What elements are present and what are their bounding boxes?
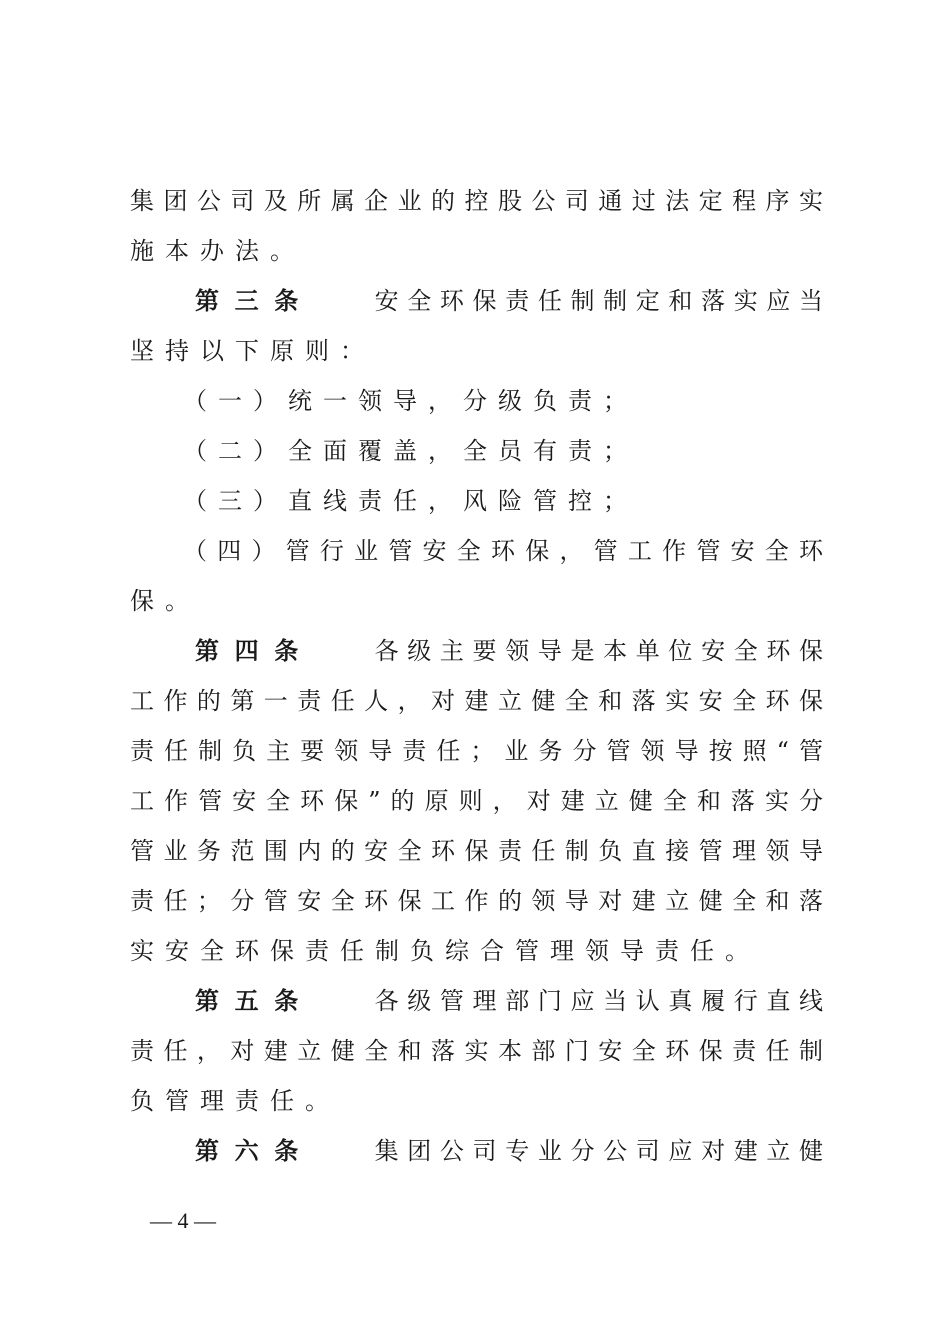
text-line: 保。 [130, 587, 200, 615]
text-span: 安全环保责任制制定和落实应当 [365, 287, 824, 315]
text-span: 集团公司专业分公司应对建立健 [365, 1137, 824, 1165]
text-line: 责任；分管安全环保工作的领导对建立健全和落 [130, 887, 823, 915]
text-line: 工作的第一责任人，对建立健全和落实安全环保 [130, 687, 823, 715]
article-4-line [195, 626, 823, 676]
list-item: （一）统一领导，分级负责； [183, 387, 638, 415]
text-line: 实安全环保责任制负综合管理领导责任。 [130, 937, 760, 965]
article-6-heading: 第六条 [195, 1137, 314, 1165]
page-number: — 4 — [150, 1208, 216, 1233]
text-line: 负管理责任。 [130, 1087, 340, 1115]
article-6-line [195, 1126, 823, 1176]
text-line: 责任制负主要领导责任；业务分管领导按照“管 [130, 737, 823, 765]
article-3-heading: 第三条 [195, 287, 314, 315]
article-4-heading: 第四条 [195, 637, 314, 665]
list-item: （四）管行业管安全环保，管工作管安全环 [183, 537, 823, 565]
text-line: 责任，对建立健全和落实本部门安全环保责任制 [130, 1037, 823, 1065]
article-5-line [195, 976, 823, 1026]
list-item: （二）全面覆盖，全员有责； [183, 437, 638, 465]
text-line: 坚持以下原则： [130, 337, 375, 365]
text-span: 各级主要领导是本单位安全环保 [365, 637, 824, 665]
text-line: 工作管安全环保”的原则，对建立健全和落实分 [130, 787, 823, 815]
article-5-heading: 第五条 [195, 987, 314, 1015]
text-line: 管业务范围内的安全环保责任制负直接管理领导 [130, 837, 823, 865]
text-span: 各级管理部门应当认真履行直线 [365, 987, 824, 1015]
text-line: 集团公司及所属企业的控股公司通过法定程序实 [130, 187, 823, 215]
list-item: （三）直线责任，风险管控； [183, 487, 638, 515]
article-3-line [195, 276, 823, 326]
text-line: 施本办法。 [130, 237, 305, 265]
